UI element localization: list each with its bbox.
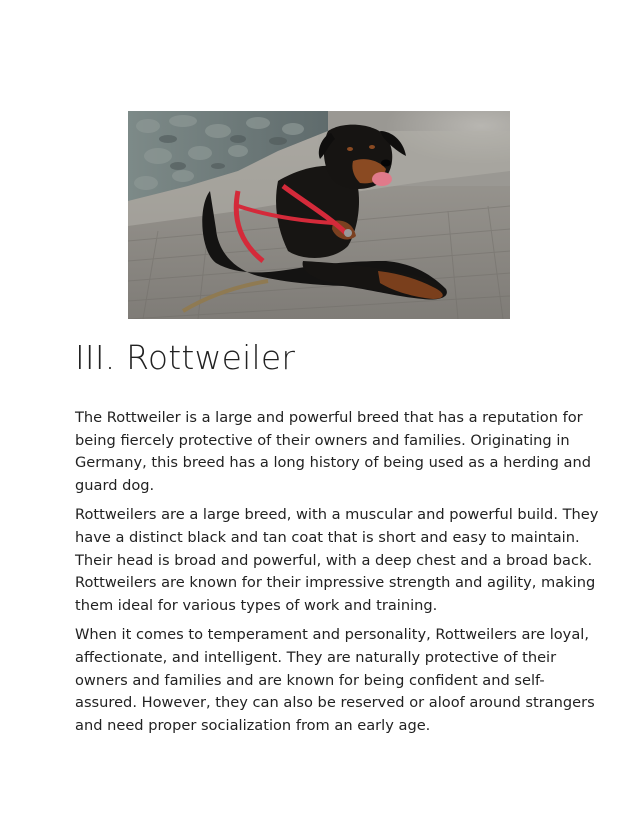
paragraph-line: being fiercely protective of their owners and families. Originating in: [75, 431, 570, 449]
paragraph-line: assured. However, they can also be reserved or aloof around strangers: [75, 694, 595, 712]
paragraph-line: have a distinct black and tan coat that is short and easy to maintain.: [75, 528, 580, 546]
paragraph-line: When it comes to temperament and personality, Rottweilers are loyal,: [75, 626, 589, 644]
paragraph-line: The Rottweiler is a large and powerful breed that has a reputation for: [75, 409, 583, 426]
paragraph-temperament: [75, 624, 595, 737]
paragraph-line: Germany, this breed has a long history of being used as a herding and: [75, 454, 591, 472]
rottweiler-photo: [128, 111, 510, 319]
paragraph-line: guard dog.: [75, 476, 155, 494]
section-heading: III. Rottweiler: [75, 338, 296, 377]
paragraph-line: Their head is broad and powerful, with a deep chest and a broad back.: [75, 551, 593, 569]
paragraph-line: affectionate, and intelligent. They are naturally protective of their: [75, 648, 557, 666]
paragraph-line: Rottweilers are known for their impressive strength and agility, making: [75, 574, 596, 592]
article-body: [75, 407, 599, 744]
paragraph-line: Rottweilers are a large breed, with a muscular and powerful build. They: [75, 506, 599, 524]
paragraph-appearance: [75, 504, 599, 617]
paragraph-intro: [75, 407, 591, 497]
paragraph-line: owners and families and are known for being confident and self-: [75, 671, 545, 689]
paragraph-line: them ideal for various types of work and training.: [75, 596, 438, 614]
paragraph-line: and need proper socialization from an early age.: [75, 716, 431, 734]
